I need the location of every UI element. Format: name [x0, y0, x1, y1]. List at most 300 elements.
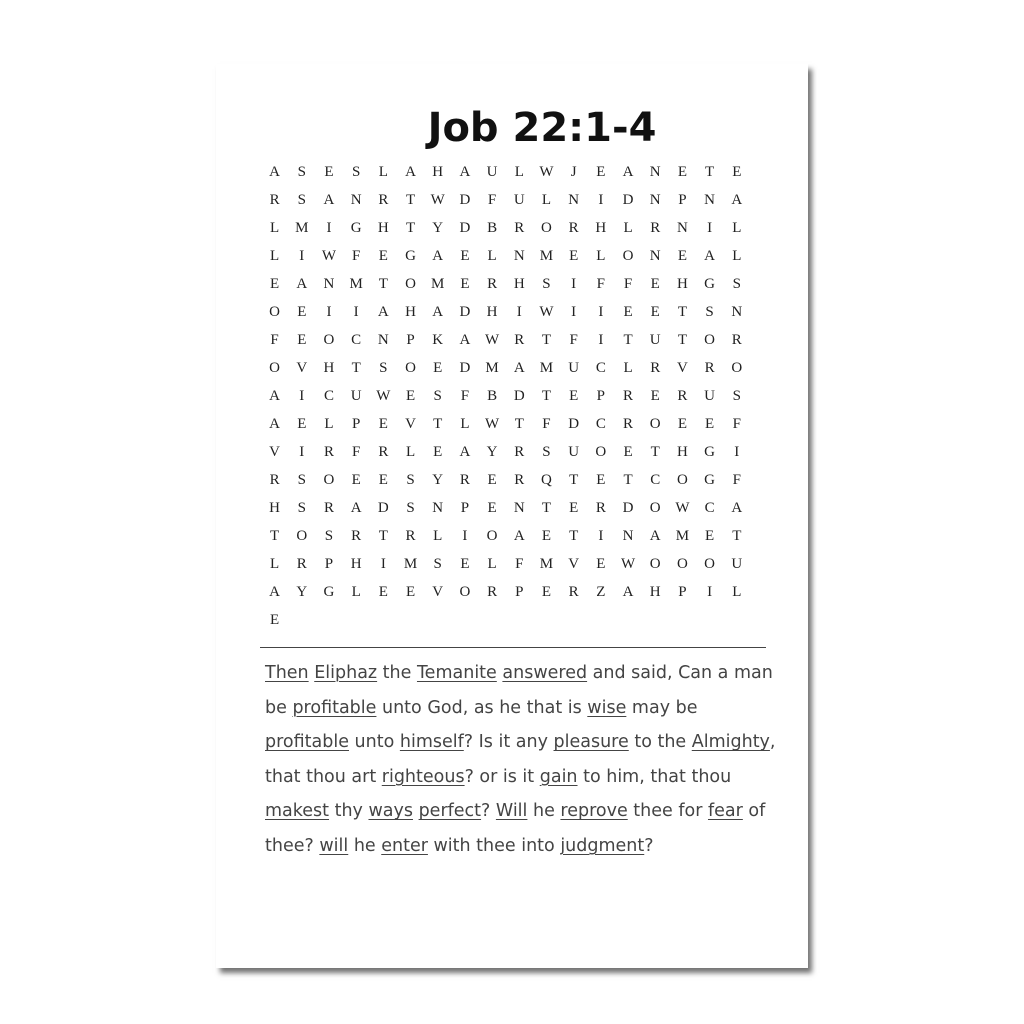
- hidden-word: himself: [399, 732, 464, 753]
- grid-letter: Y: [432, 471, 444, 488]
- grid-letter: A: [269, 163, 281, 180]
- grid-letter: F: [351, 443, 361, 460]
- grid-letter: P: [460, 499, 470, 516]
- grid-letter: L: [732, 247, 742, 264]
- grid-letter: O: [459, 583, 471, 600]
- grid-letter: O: [323, 331, 335, 348]
- grid-letter: E: [677, 415, 687, 432]
- grid-letter: W: [321, 247, 337, 264]
- grid-letter: F: [623, 275, 633, 292]
- grid-letter: N: [513, 499, 525, 516]
- grid-letter: P: [406, 331, 415, 348]
- grid-letter: I: [380, 555, 386, 572]
- grid-letter: T: [677, 331, 687, 348]
- grid-letter: H: [649, 583, 661, 600]
- grid-letter: R: [514, 219, 525, 236]
- grid-letter: O: [649, 499, 661, 516]
- grid-letter: E: [732, 163, 742, 180]
- grid-letter: O: [649, 555, 661, 572]
- grid-letter: E: [378, 247, 388, 264]
- grid-letter: I: [598, 331, 604, 348]
- grid-letter: O: [296, 527, 308, 544]
- grid-letter: E: [677, 163, 687, 180]
- grid-letter: L: [433, 527, 443, 544]
- grid-letter: V: [432, 583, 444, 600]
- grid-letter: R: [351, 527, 362, 544]
- hidden-word: profitable: [265, 732, 349, 753]
- grid-letter: P: [678, 583, 687, 600]
- grid-letter: F: [460, 387, 470, 404]
- grid-letter: E: [677, 247, 687, 264]
- passage-text: with thee into: [427, 835, 561, 856]
- hidden-word: enter: [381, 835, 428, 856]
- grid-letter: A: [269, 415, 281, 432]
- grid-letter: C: [595, 359, 606, 376]
- grid-letter: L: [270, 219, 280, 236]
- grid-letter: S: [351, 163, 361, 180]
- grid-letter: E: [623, 303, 633, 320]
- grid-letter: I: [299, 387, 305, 404]
- grid-letter: L: [270, 247, 280, 264]
- grid-letter: I: [299, 247, 305, 264]
- grid-letter: F: [732, 415, 741, 432]
- grid-letter: M: [539, 555, 554, 572]
- grid-letter: W: [539, 163, 554, 180]
- grid-letter: L: [405, 443, 416, 460]
- grid-letter: V: [676, 359, 688, 376]
- grid-letter: L: [596, 247, 606, 264]
- grid-letter: E: [487, 471, 497, 488]
- grid-letter: U: [568, 443, 580, 460]
- grid-letter: T: [378, 527, 388, 544]
- grid-letter: L: [623, 219, 633, 236]
- grid-letter: I: [707, 583, 713, 600]
- grid-letter: F: [542, 415, 551, 432]
- grid-letter: C: [650, 471, 661, 488]
- grid-letter: N: [432, 499, 444, 516]
- hidden-word: perfect: [418, 801, 482, 822]
- grid-letter: L: [487, 555, 497, 572]
- grid-letter: E: [351, 471, 361, 488]
- grid-letter: D: [568, 415, 580, 432]
- grid-letter: E: [270, 275, 280, 292]
- grid-letter: A: [459, 163, 471, 180]
- grid-letter: S: [732, 275, 741, 292]
- grid-letter: E: [650, 303, 660, 320]
- grid-letter: T: [405, 191, 416, 208]
- grid-letter: E: [596, 163, 606, 180]
- grid-letter: E: [460, 247, 470, 264]
- grid-letter: Y: [432, 219, 444, 236]
- grid-letter: T: [569, 471, 579, 488]
- grid-letter: C: [704, 499, 715, 516]
- hidden-word: fear: [707, 801, 743, 822]
- grid-letter: A: [432, 247, 444, 264]
- grid-letter: T: [623, 471, 633, 488]
- grid-letter: E: [270, 611, 280, 628]
- grid-letter: M: [349, 275, 363, 292]
- grid-letter: S: [705, 303, 714, 320]
- grid-letter: R: [568, 219, 579, 236]
- grid-letter: I: [516, 303, 522, 320]
- grid-letter: E: [433, 359, 443, 376]
- passage-text: unto God, as he that is: [376, 697, 588, 718]
- hidden-word: righteous: [381, 766, 465, 787]
- grid-letter: T: [433, 415, 443, 432]
- hidden-word: reprove: [560, 801, 628, 822]
- grid-letter: T: [677, 303, 687, 320]
- grid-letter: P: [515, 583, 524, 600]
- grid-letter: L: [270, 555, 280, 572]
- grid-letter: T: [405, 219, 416, 236]
- grid-letter: T: [378, 275, 388, 292]
- grid-letter: A: [350, 499, 362, 516]
- grid-letter: A: [704, 247, 716, 264]
- grid-letter: H: [486, 303, 498, 320]
- grid-letter: I: [326, 303, 332, 320]
- grid-letter: R: [378, 443, 389, 460]
- grid-letter: N: [676, 219, 688, 236]
- grid-letter: A: [513, 359, 525, 376]
- passage-text: may be: [626, 697, 698, 718]
- word-search-grid: [261, 158, 750, 634]
- grid-letter: J: [570, 163, 577, 180]
- grid-letter: I: [598, 527, 604, 544]
- grid-letter: P: [351, 415, 361, 432]
- grid-letter: U: [704, 387, 716, 404]
- grid-letter: U: [568, 359, 580, 376]
- passage-text: and said, Can a man be: [265, 663, 773, 718]
- grid-letter: F: [270, 331, 279, 348]
- grid-letter: E: [569, 499, 579, 516]
- grid-letter: R: [677, 387, 688, 404]
- grid-letter: E: [541, 527, 552, 544]
- grid-letter: H: [676, 275, 688, 292]
- grid-letter: O: [541, 219, 552, 236]
- scripture-passage: [265, 656, 785, 864]
- grid-letter: O: [676, 555, 688, 572]
- grid-letter: R: [650, 359, 661, 376]
- grid-letter: O: [704, 331, 716, 348]
- grid-letter: M: [403, 555, 418, 572]
- grid-letter: R: [405, 527, 416, 544]
- grid-letter: N: [377, 331, 389, 348]
- grid-letter: P: [678, 191, 687, 208]
- grid-letter: N: [513, 247, 525, 264]
- grid-letter: N: [622, 527, 634, 544]
- hidden-word: makest: [265, 801, 330, 822]
- grid-letter: H: [595, 219, 607, 236]
- grid-letter: I: [598, 191, 604, 208]
- grid-letter: S: [297, 191, 306, 208]
- grid-letter: D: [459, 191, 471, 208]
- grid-letter: C: [351, 331, 362, 348]
- grid-letter: R: [731, 331, 742, 348]
- grid-letter: H: [377, 219, 389, 236]
- grid-letter: D: [459, 359, 471, 376]
- grid-letter: A: [377, 303, 389, 320]
- grid-letter: E: [378, 583, 388, 600]
- grid-letter: O: [676, 471, 688, 488]
- grid-letter: E: [569, 247, 579, 264]
- grid-letter: E: [405, 583, 416, 600]
- grid-letter: Y: [296, 583, 308, 600]
- grid-letter: T: [569, 527, 579, 544]
- grid-letter: R: [568, 583, 579, 600]
- grid-letter: U: [350, 387, 362, 404]
- grid-letter: E: [297, 303, 307, 320]
- grid-letter: O: [731, 359, 743, 376]
- grid-letter: D: [622, 499, 634, 516]
- grid-letter: N: [649, 163, 661, 180]
- hidden-word: answered: [502, 663, 588, 683]
- grid-letter: G: [704, 443, 716, 460]
- hidden-word: Almighty: [691, 732, 770, 753]
- hidden-word: pleasure: [553, 732, 629, 753]
- hidden-word: gain: [539, 766, 578, 787]
- grid-letter: A: [459, 443, 471, 460]
- grid-letter: R: [323, 443, 334, 460]
- passage-text: he: [348, 835, 382, 856]
- grid-letter: O: [269, 359, 281, 376]
- grid-letter: A: [405, 163, 416, 180]
- grid-letter: S: [542, 443, 551, 460]
- grid-letter: Z: [596, 583, 606, 600]
- passage-text: of thee?: [265, 801, 766, 856]
- grid-letter: B: [487, 219, 498, 236]
- grid-letter: O: [269, 303, 281, 320]
- grid-letter: I: [707, 219, 713, 236]
- grid-letter: R: [650, 219, 661, 236]
- passage-text: ? Is it any: [463, 732, 554, 753]
- grid-letter: A: [622, 163, 634, 180]
- grid-letter: I: [571, 303, 577, 320]
- grid-letter: R: [514, 471, 525, 488]
- grid-letter: E: [705, 527, 715, 544]
- grid-letter: S: [406, 499, 415, 516]
- grid-letter: A: [459, 331, 471, 348]
- grid-letter: W: [485, 331, 500, 348]
- grid-letter: U: [513, 191, 525, 208]
- grid-letter: I: [299, 443, 305, 460]
- grid-letter: O: [704, 555, 716, 572]
- passage-text: he: [527, 801, 561, 822]
- grid-letter: R: [704, 359, 715, 376]
- grid-letter: O: [323, 471, 335, 488]
- grid-letter: I: [571, 275, 577, 292]
- grid-letter: V: [568, 555, 580, 572]
- grid-letter: H: [513, 275, 525, 292]
- grid-letter: I: [734, 443, 740, 460]
- grid-letter: V: [405, 415, 416, 432]
- grid-letter: R: [323, 499, 334, 516]
- hidden-word: Then: [265, 663, 309, 683]
- grid-letter: A: [432, 303, 444, 320]
- grid-letter: H: [432, 163, 444, 180]
- grid-letter: D: [513, 387, 525, 404]
- hidden-word: ways: [368, 801, 413, 822]
- grid-letter: H: [350, 555, 362, 572]
- grid-letter: S: [406, 471, 415, 488]
- passage-text: ? or is it: [464, 766, 540, 787]
- grid-letter: O: [405, 359, 416, 376]
- grid-letter: G: [350, 219, 362, 236]
- grid-letter: L: [623, 359, 633, 376]
- grid-letter: L: [378, 163, 388, 180]
- grid-letter: T: [351, 359, 361, 376]
- grid-letter: A: [269, 387, 281, 404]
- grid-letter: S: [433, 387, 442, 404]
- hidden-word: profitable: [292, 697, 377, 718]
- grid-letter: D: [622, 191, 634, 208]
- grid-letter: D: [459, 219, 471, 236]
- grid-letter: R: [487, 275, 498, 292]
- grid-letter: H: [676, 443, 688, 460]
- passage-text: thee for: [627, 801, 708, 822]
- passage-text: ?: [481, 801, 496, 822]
- hidden-word: Temanite: [416, 663, 497, 683]
- grid-letter: C: [595, 415, 606, 432]
- grid-letter: N: [704, 191, 716, 208]
- grid-letter: N: [649, 191, 661, 208]
- grid-letter: W: [620, 555, 636, 572]
- grid-letter: R: [623, 415, 634, 432]
- grid-letter: L: [487, 247, 497, 264]
- grid-letter: R: [514, 331, 525, 348]
- grid-letter: E: [596, 471, 606, 488]
- grid-letter: S: [324, 527, 334, 544]
- grid-letter: E: [650, 387, 660, 404]
- grid-letter: D: [377, 499, 389, 516]
- grid-letter: S: [379, 359, 388, 376]
- grid-letter: H: [269, 499, 281, 516]
- grid-letter: O: [595, 443, 607, 460]
- grid-letter: E: [405, 387, 416, 404]
- grid-letter: C: [323, 387, 334, 404]
- grid-letter: L: [732, 583, 742, 600]
- grid-letter: W: [485, 415, 500, 432]
- grid-letter: R: [269, 471, 280, 488]
- grid-letter: E: [650, 275, 660, 292]
- grid-letter: R: [296, 555, 307, 572]
- grid-letter: T: [514, 415, 524, 432]
- page-title: Job 22:1-4: [427, 105, 657, 151]
- grid-letter: S: [433, 555, 442, 572]
- hidden-word: judgment: [560, 835, 645, 856]
- grid-letter: S: [297, 499, 306, 516]
- grid-letter: A: [731, 499, 743, 516]
- grid-letter: G: [704, 275, 716, 292]
- grid-letter: W: [376, 387, 391, 404]
- grid-letter: E: [541, 583, 552, 600]
- hidden-word: Eliphaz: [314, 663, 378, 683]
- grid-letter: R: [459, 471, 470, 488]
- grid-letter: F: [487, 191, 497, 208]
- hidden-word: Will: [495, 801, 528, 822]
- grid-letter: E: [487, 499, 497, 516]
- grid-letter: M: [295, 219, 309, 236]
- grid-letter: W: [675, 499, 690, 516]
- grid-letter: N: [568, 191, 580, 208]
- grid-letter: L: [732, 219, 742, 236]
- grid-letter: M: [675, 527, 690, 544]
- grid-letter: M: [539, 359, 554, 376]
- grid-letter: U: [486, 163, 498, 180]
- grid-letter: E: [297, 415, 307, 432]
- grid-letter: I: [462, 527, 468, 544]
- grid-letter: R: [487, 583, 498, 600]
- grid-letter: R: [378, 191, 389, 208]
- hidden-word: wise: [587, 697, 627, 718]
- grid-letter: R: [595, 499, 606, 516]
- grid-letter: T: [541, 499, 552, 516]
- passage-text: to him, that thou: [577, 766, 732, 787]
- grid-letter: E: [569, 387, 579, 404]
- grid-letter: T: [541, 331, 552, 348]
- grid-letter: O: [486, 527, 498, 544]
- grid-letter: E: [297, 331, 307, 348]
- grid-letter: S: [297, 471, 306, 488]
- hidden-word: will: [319, 835, 349, 856]
- grid-letter: E: [378, 471, 388, 488]
- grid-letter: Y: [486, 443, 498, 460]
- grid-letter: V: [296, 359, 308, 376]
- grid-letter: M: [431, 275, 445, 292]
- grid-letter: T: [270, 527, 280, 544]
- passage-text: unto: [348, 732, 400, 753]
- grid-letter: A: [296, 275, 308, 292]
- grid-letter: L: [324, 415, 334, 432]
- grid-letter: E: [324, 163, 334, 180]
- grid-letter: T: [623, 331, 633, 348]
- grid-letter: H: [405, 303, 416, 320]
- grid-letter: T: [732, 527, 742, 544]
- grid-letter: B: [487, 387, 498, 404]
- grid-letter: N: [649, 247, 661, 264]
- grid-letter: R: [269, 191, 280, 208]
- grid-letter: F: [569, 331, 578, 348]
- grid-letter: M: [485, 359, 499, 376]
- grid-letter: E: [460, 275, 470, 292]
- grid-letter: O: [405, 275, 416, 292]
- grid-letter: L: [460, 415, 470, 432]
- grid-letter: F: [351, 247, 361, 264]
- grid-letter: N: [350, 191, 362, 208]
- grid-letter: L: [514, 163, 524, 180]
- grid-letter: E: [596, 555, 606, 572]
- grid-letter: T: [650, 443, 660, 460]
- grid-letter: E: [433, 443, 443, 460]
- grid-letter: A: [649, 527, 661, 544]
- grid-letter: I: [353, 303, 359, 320]
- passage-text: thy: [329, 801, 369, 822]
- grid-letter: V: [269, 443, 281, 460]
- grid-letter: N: [323, 275, 335, 292]
- grid-letter: K: [432, 331, 444, 348]
- grid-letter: W: [539, 303, 554, 320]
- passage-text: the: [377, 663, 417, 683]
- grid-letter: R: [623, 387, 634, 404]
- grid-letter: Q: [541, 471, 552, 488]
- grid-letter: E: [378, 415, 388, 432]
- grid-letter: O: [649, 415, 661, 432]
- grid-letter: F: [515, 555, 524, 572]
- worksheet-page: [216, 64, 808, 968]
- grid-letter: T: [705, 163, 715, 180]
- grid-letter: D: [459, 303, 471, 320]
- grid-letter: W: [430, 191, 445, 208]
- grid-letter: M: [539, 247, 554, 264]
